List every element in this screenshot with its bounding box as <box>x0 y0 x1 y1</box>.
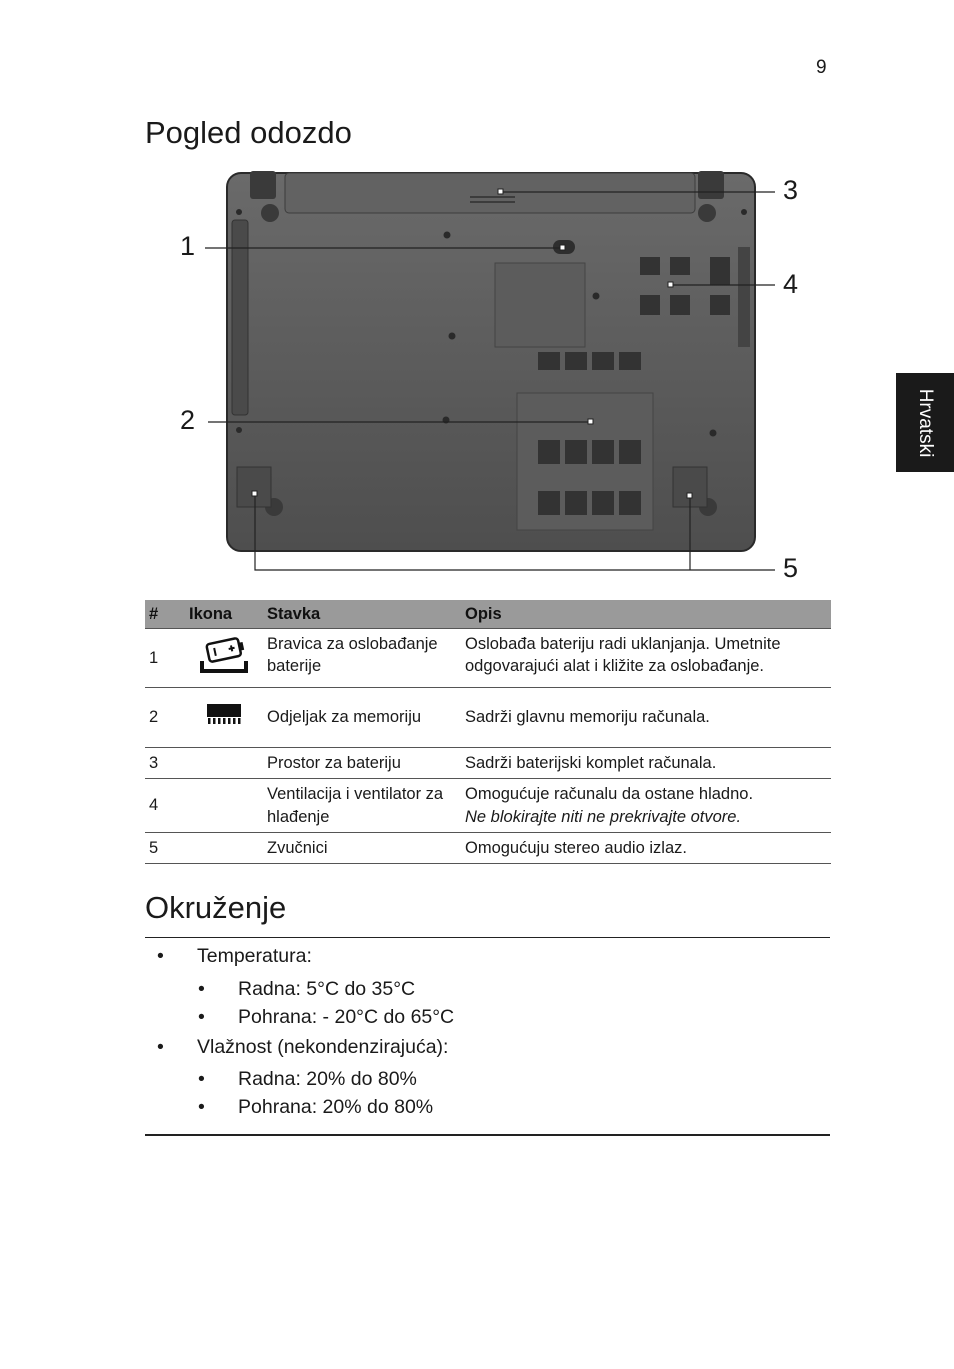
row-item: Prostor za bateriju <box>263 748 461 779</box>
row-icon-empty <box>185 832 263 863</box>
row-number: 5 <box>145 832 185 863</box>
list-subitem-label: Pohrana: - 20°C do 65°C <box>238 1006 455 1028</box>
table-row <box>145 748 831 779</box>
memory-icon <box>204 700 244 728</box>
table-row <box>145 779 831 833</box>
row-description: Oslobađa bateriju radi uklanjanja. Umetnite odgovarajući alat i kližite za oslobađanje. <box>461 629 831 688</box>
page-number: 9 <box>816 57 827 78</box>
column-header-item: Stavka <box>263 600 461 629</box>
callout-3: 3 <box>783 175 799 205</box>
column-header-number: # <box>145 600 185 629</box>
laptop-bottom-illustration <box>170 165 830 585</box>
laptop-bottom-drawing <box>170 165 830 585</box>
column-header-icon: Ikona <box>185 600 263 629</box>
column-header-description: Opis <box>461 600 831 629</box>
language-side-tab <box>896 373 954 472</box>
bottom-view-parts-table <box>145 600 831 864</box>
row-number: 4 <box>145 779 185 833</box>
section-divider <box>145 937 830 938</box>
callout-4: 4 <box>783 269 799 299</box>
bullet-icon: • <box>198 978 205 1000</box>
battery-release-icon <box>198 633 250 675</box>
table-row <box>145 832 831 863</box>
table-header-row <box>145 600 831 629</box>
table-row <box>145 629 831 688</box>
row-icon-empty <box>185 779 263 833</box>
row-number: 3 <box>145 748 185 779</box>
bullet-icon: • <box>198 1068 205 1090</box>
callout-2: 2 <box>180 405 196 435</box>
list-item-label: Temperatura: <box>197 945 312 967</box>
callout-1: 1 <box>180 231 196 261</box>
bullet-icon: • <box>198 1096 205 1118</box>
list-item-label: Vlažnost (nekondenzirajuća): <box>197 1036 449 1058</box>
row-item: Bravica za oslobađanje baterije <box>263 629 461 688</box>
row-number: 1 <box>145 629 185 688</box>
row-item: Zvučnici <box>263 832 461 863</box>
callout-5: 5 <box>783 553 799 583</box>
list-subitem-label: Radna: 20% do 80% <box>238 1068 417 1090</box>
section-title-environment: Okruženje <box>145 890 287 925</box>
list-subitem-label: Radna: 5°C do 35°C <box>238 978 416 1000</box>
row-item: Odjeljak za memoriju <box>263 688 461 748</box>
row-item: Ventilacija i ventilator za hlađenje <box>263 779 461 833</box>
list-subitem-label: Pohrana: 20% do 80% <box>238 1096 434 1118</box>
row-number: 2 <box>145 688 185 748</box>
row-description: Omogućuju stereo audio izlaz. <box>461 832 831 863</box>
section-title-bottom-view: Pogled odozdo <box>145 115 352 150</box>
row-description: Sadrži baterijski komplet računala. <box>461 748 831 779</box>
row-note: Ne blokirajte niti ne prekrivajte otvore. <box>465 807 742 826</box>
row-description: Sadrži glavnu memoriju računala. <box>461 688 831 748</box>
bullet-icon: • <box>157 1036 164 1058</box>
row-icon-empty <box>185 748 263 779</box>
bullet-icon: • <box>157 945 164 967</box>
table-row <box>145 688 831 748</box>
bullet-icon: • <box>198 1006 205 1028</box>
row-description: Omogućuje računalu da ostane hladno. <box>465 785 754 804</box>
section-bottom-rule <box>145 1134 830 1136</box>
language-tab-label: Hrvatski <box>915 388 936 457</box>
